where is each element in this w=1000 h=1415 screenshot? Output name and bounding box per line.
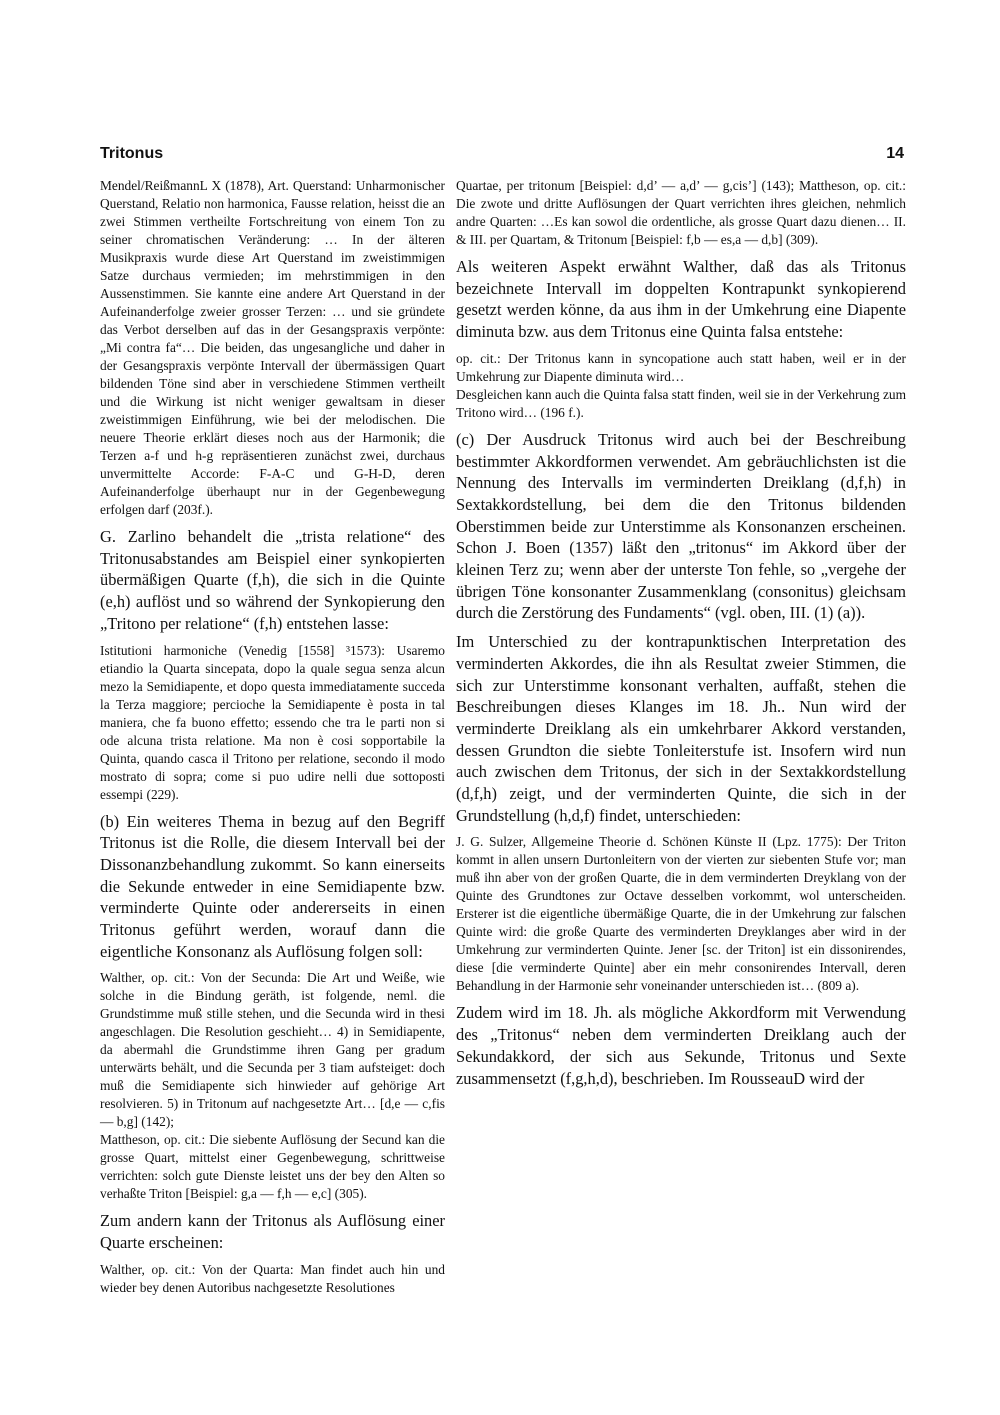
paragraph-quarte: Zum andern kann der Tritonus als Auflösung einer Quarte erscheinen: [100, 1211, 445, 1253]
quote-continued-quartae: Quartae, per tritonum [Beispiel: d,d’ — a,d’ — g,cis’] (143); Mattheson, op. cit.: Die zwote und dritte Auflösungen der Quart verrichten ihres gleichen, nehmlich andre Quarten: …Es kan sowol die ordentliche, als grosse Quart dazu dienen… II. & III. per Quartam, & Tritonum [Beispiel: f,b — es,a — d,b] (309). [456, 178, 906, 247]
paragraph-walther-aspect: Als weiteren Aspekt erwähnt Walther, daß das als Tritonus bezeichnete Intervall im doppelten Kontrapunkt synkopierend gesetzt werden könne, da aus ihm in der Umkehrung eine Diapente diminuta bzw. aus dem Tritonus eine Quinta falsa entstehe: [456, 257, 906, 342]
quote-mendel: Mendel/ReißmannL X (1878), Art. Querstand: Unharmonischer Querstand, Relatio non harmonica, Fausse relation, heisst die an zwei Stimmen vertheilte Fortschreitung von einem Ton zu seiner chromatischen Veränderung: … In der älteren Musikpraxis wurde diese Art Querstand im zweistimmigen Satze durchaus vermieden; im mehrstimmigen in den Aussenstimmen. Sie kannte eine andere Art Querstand in der Aufeinanderfolge zweier grosser Terzen: … und sie gründete das Verbot derselben auf das in der Gesangspraxis verpönte: „Mi contra fa“… Die beiden, das ungesangliche und daher in der Gesangspraxis verpönte Intervall der übermässigen Quart bildenden Töne sind aber in verschiedene Stimmen vertheilt und die Wirkung ist nicht weniger gewaltsam in dieser zweistimmigen Einführung, wie bei der melodischen. Die neuere Theorie erklärt dieses noch aus der Harmonik; die Terzen a-f und h-g repräsentieren zunächst zwei, durchaus unvermittelte Accorde: F-A-C und G-H-D, deren Aufeinanderfolge überhaupt nur in der Gegenbewegung erfolgen darf (203f.). [100, 178, 445, 517]
quote-syncopatione: op. cit.: Der Tritonus kann in syncopatione auch statt haben, weil er in der Umkehrung zur Diapente diminuta wird… [456, 350, 906, 384]
paragraph-sekundakkord: Zudem wird im 18. Jh. als mögliche Akkordform mit Verwendung des „Tritonus“ neben dem verminderten Dreiklang auch der Sekundakkord, der sich aus Sekunde, Tritonus und Sexte zusammensetzt (f,g,h,d), beschrieben. Im RousseauD wird der [456, 1003, 906, 1088]
quote-zarlino: Istitutioni harmoniche (Venedig [1558] ³1573): Usaremo etiandio la Quarta sincepata, dopo la quale segua senza alcun mezo la Semidiapente, et dopo questa immediatamente succeda la Terza maggiore; percioche la Semidiapente è posta in tal maniera, che fa buono effetto; essendo che tra le parti non si ode alcuna trista relatione. Ma non è cosi sopportabile la Quinta, quando casca il Tritono per relatione, secondo il modo mostrato di sopra; come si puo udire nelli due sottoposti essempi (229). [100, 642, 445, 802]
quote-sulzer: J. G. Sulzer, Allgemeine Theorie d. Schönen Künste II (Lpz. 1775): Der Triton kommt in allen unsern Durtonleitern von der vierten zur siebenten Stufe vor; man muß ihn aber von der großen Quarte, die in dem verminderten Dreyklang von der Quinte des Grundtones zur Octave desselben vorkommt, wol unterscheiden. Ersterer ist die eigentliche übermäßige Quarte, die in der Umkehrung zur falschen Quinte wird: die große Quarte des verminderten Dreyklanges aber wird in der Umkehrung zur verminderten Quinte. Jener [sc. der Triton] ist ein dissonirendes, diese [die verminderte Quinte] aber ein mehr consonirendes Intervall, deren Behandlung in der Harmonie sehr voneinander unterschieden ist… (809 a). [456, 834, 906, 994]
left-column [100, 177, 445, 1304]
quote-mattheson-secund: Mattheson, op. cit.: Die siebente Auflösung der Secund kan die grosse Quart, mittelst einer Gegenbewegung, schrittweise verrichten: solch gute Dienste leistet uns der bey den Alten so verhaßte Triton [Beispiel: g,a — f,h — e,c] (305). [100, 1132, 445, 1202]
paragraph-section-b: (b) Ein weiteres Thema in bezug auf den Begriff Tritonus ist die Rolle, die diesem Intervall bei der Dissonanzbehandlung zukommt. So kann einerseits die Sekunde entweder in eine Semidiapente bzw. verminderte Quinte oder andererseits in einen Tritonus geführt werden, worauf dann die eigentliche Konsonanz als Auflösung folgen soll: [100, 811, 445, 961]
quote-walther-secunda: Walther, op. cit.: Von der Secunda: Die Art und Weiße, wie solche in die Bindung geräth, ist folgende, neml. die Grundstimme muß stille stehen, und die Secunda wird in thesi angeschlagen. Die Resolution geschieht… 4) in Semidiapente, da abermahl die Grundstimme ihren Gang per gradum unterwärts behält, und die Secunda per 3 tiam aufsteiget: doch muß die Semidiapente sich hinwieder auf gehörige Art resolvieren. 5) in Tritonum auf nachgesetzte Art… [d,e — c,fis — b,g] (142); [100, 970, 445, 1130]
page-number: 14 [886, 145, 904, 162]
quote-walther-quarta: Walther, op. cit.: Von der Quarta: Man findet auch hin und wieder bey denen Autoribus nachgesetzte Resolutiones [100, 1261, 445, 1295]
running-head-title: Tritonus [100, 145, 164, 162]
paragraph-zarlino: G. Zarlino behandelt die „trista relatione“ des Tritonusabstandes am Beispiel einer synkopierten übermäßigen Quarte (f,h), die sich in die Quinte (e,h) auflöst und so während der Synkopierung den „Tritono per relatione“ (f,h) entstehen lasse: [100, 527, 445, 633]
right-column [456, 177, 906, 1096]
paragraph-section-c: (c) Der Ausdruck Tritonus wird auch bei der Beschreibung bestimmter Akkordformen verwendet. Am gebräuchlichsten ist die Nennung des Intervalls im verminderten Dreiklang (d,f,h) in Sextakkordstellung, bei dem die den Tritonus bildenden Oberstimmen beide zur Unterstimme als Konsonanzen erscheinen. Schon J. Boen (1357) läßt den „tritonus“ im Akkord über der kleinen Terz zu; wenn aber der unterste Ton fehle, so „vergehe der übrigen Töne konsonanter Zusammenklang (consonitus) gleichsam durch die Zerstörung des Fundaments“ (vgl. oben, III. (1) (a)). [456, 429, 906, 623]
quote-quinta-falsa: Desgleichen kann auch die Quinta falsa statt finden, weil sie in der Verkehrung zum Tritono wird… (196 f.). [456, 386, 906, 420]
paragraph-unterschied: Im Unterschied zu der kontrapunktischen Interpretation des verminderten Akkordes, die ihn als Resultat zweier Stimmen, die sich zur Unterstimme konsonant verhalten, auffaßt, stehen die Beschreibungen dieses Klanges im 18. Jh.. Nun wird der verminderte Dreiklang als ein umkehrbarer Akkord verstanden, dessen Grundton die siebte Tonleiterstufe ist. Insofern wird nun auch zwischen dem Tritonus, der sich in der Sextakkordstellung (d,f,h) zeigt, und der verminderten Quinte, die sich in der Grundstellung (h,d,f) findet, unterschieden: [456, 632, 906, 825]
